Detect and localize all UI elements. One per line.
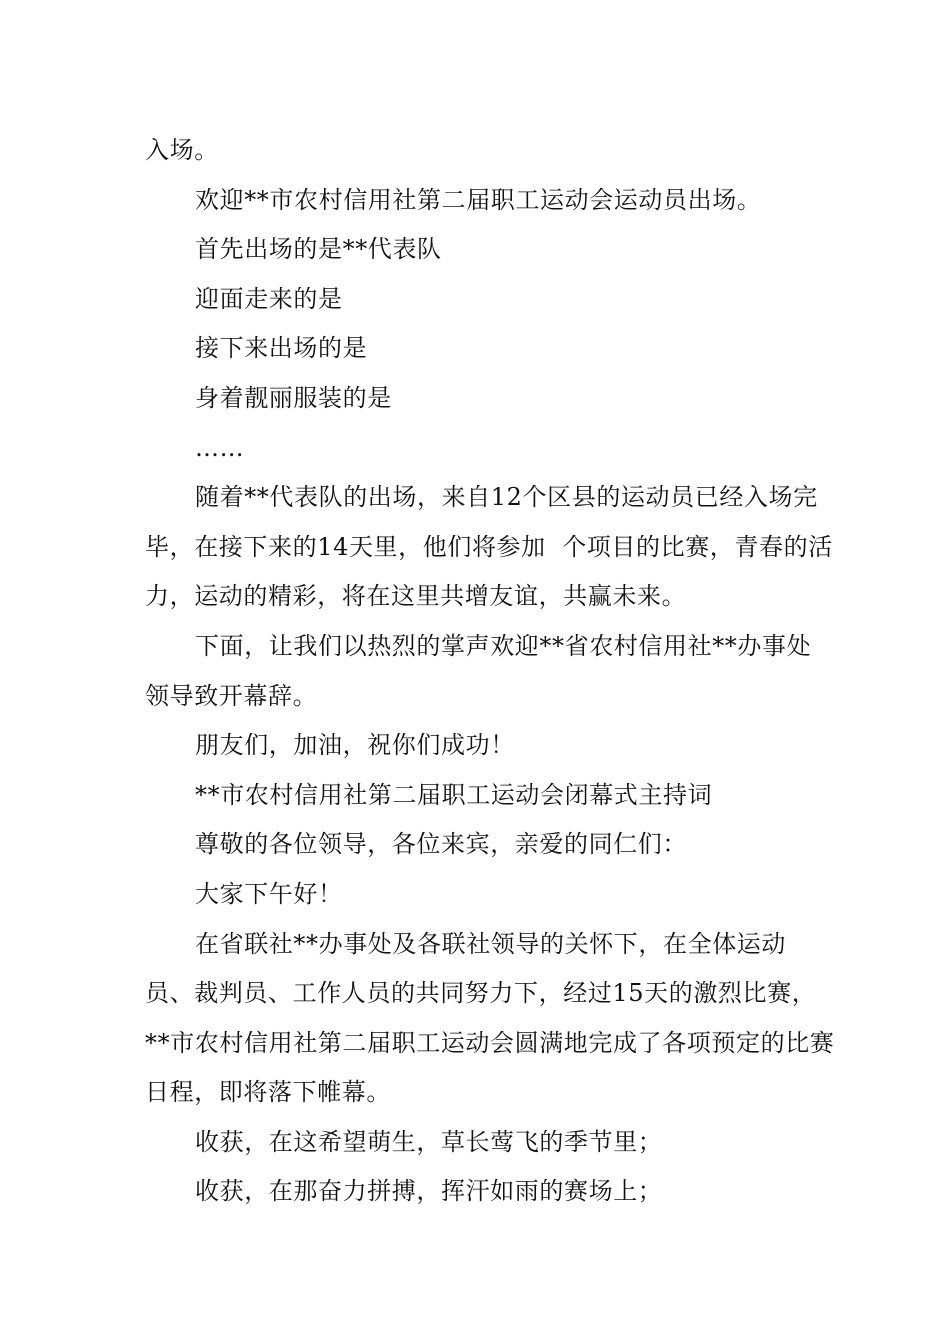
section-title-closing-ceremony: **市农村信用社第二届职工运动会闭幕式主持词 bbox=[195, 780, 713, 809]
paragraph-cheer: 朋友们，加油，祝你们成功！ bbox=[195, 731, 515, 760]
paragraph-harvest-season: 收获，在这希望萌生，草长莺飞的季节里； bbox=[195, 1127, 663, 1156]
paragraph-entry-complete: 随着**代表队的出场，来自12个区县的运动员已经入场完毕，在接下来的14天里，他们将参加 个项目的比赛，青春的活力，运动的精彩，将在这里共增友谊，共赢未来。 bbox=[145, 483, 833, 611]
paragraph-costume-team: 身着靓丽服装的是 bbox=[195, 383, 392, 412]
paragraph-first-team: 首先出场的是**代表队 bbox=[195, 235, 442, 264]
paragraph-summary: 在省联社**办事处及各联社领导的关怀下，在全体运动员、裁判员、工作人员的共同努力下，经过15天的激烈比赛，**市农村信用社第二届职工运动会圆满地完成了各项预定的比赛日程，即将落下帷幕。 bbox=[145, 929, 835, 1107]
paragraph-harvest-field: 收获，在那奋力拼搏，挥汗如雨的赛场上； bbox=[195, 1177, 663, 1206]
paragraph-salutation: 尊敬的各位领导，各位来宾，亲爱的同仁们： bbox=[195, 830, 687, 859]
paragraph-ellipsis: …… bbox=[195, 433, 245, 462]
paragraph-welcome-athletes: 欢迎**市农村信用社第二届职工运动会运动员出场。 bbox=[195, 185, 762, 214]
paragraph-approaching-team: 迎面走来的是 bbox=[195, 284, 343, 313]
paragraph-greeting: 大家下午好！ bbox=[195, 879, 343, 908]
paragraph-next-team: 接下来出场的是 bbox=[195, 334, 368, 363]
paragraph-opening-speech: 下面，让我们以热烈的掌声欢迎**省农村信用社**办事处领导致开幕辞。 bbox=[145, 631, 812, 710]
document-body bbox=[145, 126, 835, 1217]
paragraph-continuation: 入场。 bbox=[145, 136, 219, 164]
